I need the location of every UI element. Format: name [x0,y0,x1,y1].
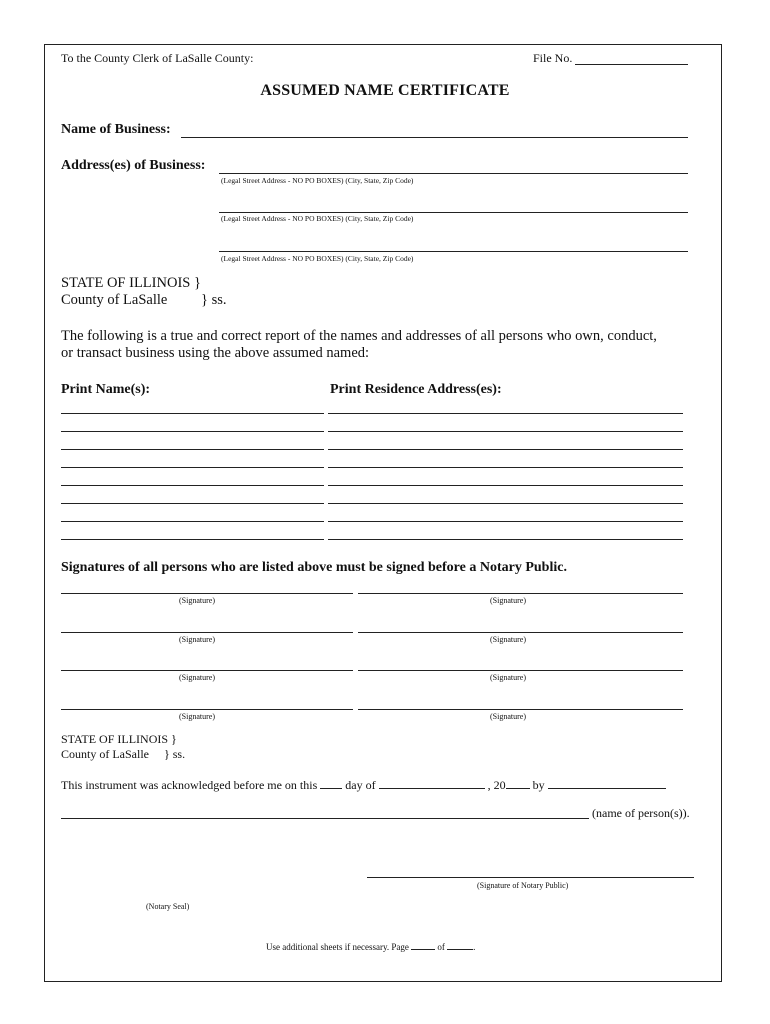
footer-text-a: Use additional sheets if necessary. Page [266,942,409,952]
address-hint-2: (Legal Street Address - NO PO BOXES) (City, State, Zip Code) [221,214,414,223]
footer-text-b: of [437,942,445,952]
print-name-field[interactable] [61,467,324,468]
residence-address-field[interactable] [328,431,683,432]
acknowledgment-text [61,777,666,793]
residence-address-field[interactable] [328,521,683,522]
signature-caption: (Signature) [179,712,215,721]
venue-county: County of LaSalle [61,292,168,308]
signature-field[interactable] [358,632,683,633]
residence-address-field[interactable] [328,449,683,450]
signature-field[interactable] [61,593,353,594]
business-address-field-3[interactable] [219,251,688,252]
venue-state: STATE OF ILLINOIS } [61,275,201,291]
residence-address-field[interactable] [328,467,683,468]
ack-by-field[interactable] [548,777,666,789]
county-clerk-address: To the County Clerk of LaSalle County: [61,51,254,65]
address-hint-1: (Legal Street Address - NO PO BOXES) (City, State, Zip Code) [221,176,414,185]
residence-address-field[interactable] [328,413,683,414]
print-address-label: Print Residence Address(es): [330,382,502,397]
business-name-field[interactable] [181,137,688,138]
notary-seal: (Notary Seal) [146,902,190,911]
business-address-field-1[interactable] [219,173,688,174]
file-no-label: File No. [533,51,573,65]
ack-year-field[interactable] [506,777,530,789]
residence-address-field[interactable] [328,485,683,486]
business-address-label: Address(es) of Business: [61,158,206,173]
print-name-field[interactable] [61,521,324,522]
address-hint-3: (Legal Street Address - NO PO BOXES) (City, State, Zip Code) [221,254,414,263]
print-names-label: Print Name(s): [61,382,151,397]
print-name-field[interactable] [61,449,324,450]
signature-caption: (Signature) [490,596,526,605]
ack-text-a: This instrument was acknowledged before me on this [61,778,318,792]
ack-month-field[interactable] [379,777,485,789]
ack-text-d: by [532,778,545,792]
business-address-field-2[interactable] [219,212,688,213]
statement-line-1: The following is a true and correct report of the names and addresses of all persons who own, conduct, [61,328,657,344]
footer-text [266,941,475,952]
notary-signature-caption: (Signature of Notary Public) [477,881,569,890]
venue-2-state: STATE OF ILLINOIS } [61,732,177,746]
page-total-field[interactable] [447,941,476,952]
signature-field[interactable] [61,632,353,633]
persons-name-field[interactable] [61,818,589,819]
signature-field[interactable] [61,709,353,710]
venue-ss: } ss. [201,292,227,308]
ack-text-b: day of [345,778,376,792]
business-name-label: Name of Business: [61,122,171,137]
signature-field[interactable] [358,593,683,594]
signature-caption: (Signature) [179,635,215,644]
ack-text-c: , 20 [487,778,506,792]
print-name-field[interactable] [61,503,324,504]
venue-2-ss: } ss. [164,747,186,761]
signature-field[interactable] [61,670,353,671]
signature-caption: (Signature) [179,596,215,605]
file-no-field[interactable] [575,64,688,65]
signature-caption: (Signature) [179,673,215,682]
footer-text-c: . [473,942,476,952]
page-number-field[interactable] [411,941,435,950]
venue-2-county: County of LaSalle [61,747,149,761]
notary-signature-field[interactable] [367,877,694,878]
name-of-persons-caption: (name of person(s)). [592,806,690,820]
signature-caption: (Signature) [490,712,526,721]
signature-field[interactable] [358,709,683,710]
print-name-field[interactable] [61,431,324,432]
signature-caption: (Signature) [490,635,526,644]
ack-day-field[interactable] [320,777,342,789]
residence-address-field[interactable] [328,503,683,504]
page-title: ASSUMED NAME CERTIFICATE [260,82,510,99]
print-name-field[interactable] [61,413,324,414]
signatures-heading: Signatures of all persons who are listed above must be signed before a Notary Public. [61,560,567,575]
statement-line-2: or transact business using the above assumed named: [61,345,370,361]
signature-caption: (Signature) [490,673,526,682]
print-name-field[interactable] [61,539,324,540]
residence-address-field[interactable] [328,539,683,540]
print-name-field[interactable] [61,485,324,486]
signature-field[interactable] [358,670,683,671]
